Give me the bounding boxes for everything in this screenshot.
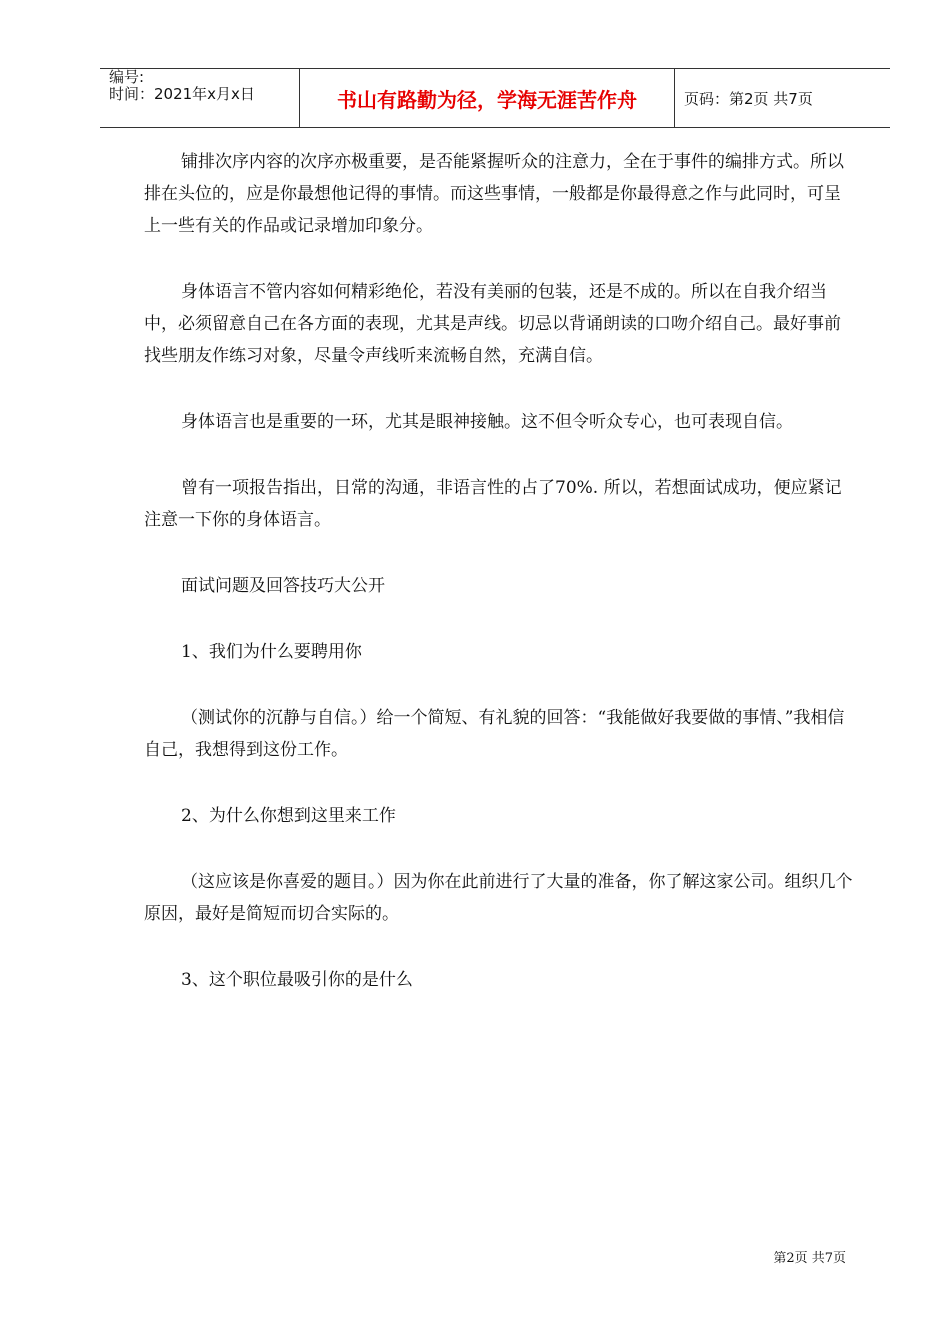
- paragraph: 曾有一项报告指出，日常的沟通，非语言性的占了70%. 所以，若想面试成功，便应紧记注意一下你的身体语言。: [144, 478, 842, 530]
- question-heading: 3、这个职位最吸引你的是什么: [181, 970, 413, 990]
- time-label: 时间：2021年x月x日: [109, 85, 255, 103]
- header-meta: [100, 69, 300, 127]
- header-page-info: 页码：第2页 共7页: [684, 89, 813, 108]
- page-footer: 第2页 共7页: [773, 1251, 846, 1266]
- paragraph: 身体语言不管内容如何精彩绝伦，若没有美丽的包装，还是不成的。所以在自我介绍当中，必须留意自己在各方面的表现，尤其是声线。切忌以背诵朗读的口吻介绍自己。最好事前找些朋友作练习对象，尽量令声线听来流畅自然，充满自信。: [144, 282, 841, 366]
- document-body: [144, 146, 854, 996]
- header-motto: 书山有路勤为径，学海无涯苦作舟: [300, 69, 675, 127]
- paragraph: 身体语言也是重要的一环，尤其是眼神接触。这不但令听众专心，也可表现自信。: [181, 412, 793, 432]
- paragraph: 铺排次序内容的次序亦极重要，是否能紧握听众的注意力，全在于事件的编排方式。所以排在头位的，应是你最想他记得的事情。而这些事情，一般都是你最得意之作与此同时，可呈上一些有关的作品或记录增加印象分。: [144, 152, 844, 236]
- question-heading: 1、我们为什么要聘用你: [181, 642, 362, 662]
- page-header: [100, 68, 890, 128]
- paragraph: （测试你的沉静与自信。）给一个简短、有礼貌的回答：“我能做好我要做的事情、”我相信自己，我想得到这份工作。: [144, 708, 845, 760]
- paragraph: （这应该是你喜爱的题目。）因为你在此前进行了大量的准备，你了解这家公司。组织几个原因，最好是简短而切合实际的。: [144, 872, 853, 924]
- number-label: 编号:: [109, 68, 145, 86]
- section-heading: 面试问题及回答技巧大公开: [181, 576, 385, 596]
- question-heading: 2、为什么你想到这里来工作: [181, 806, 396, 826]
